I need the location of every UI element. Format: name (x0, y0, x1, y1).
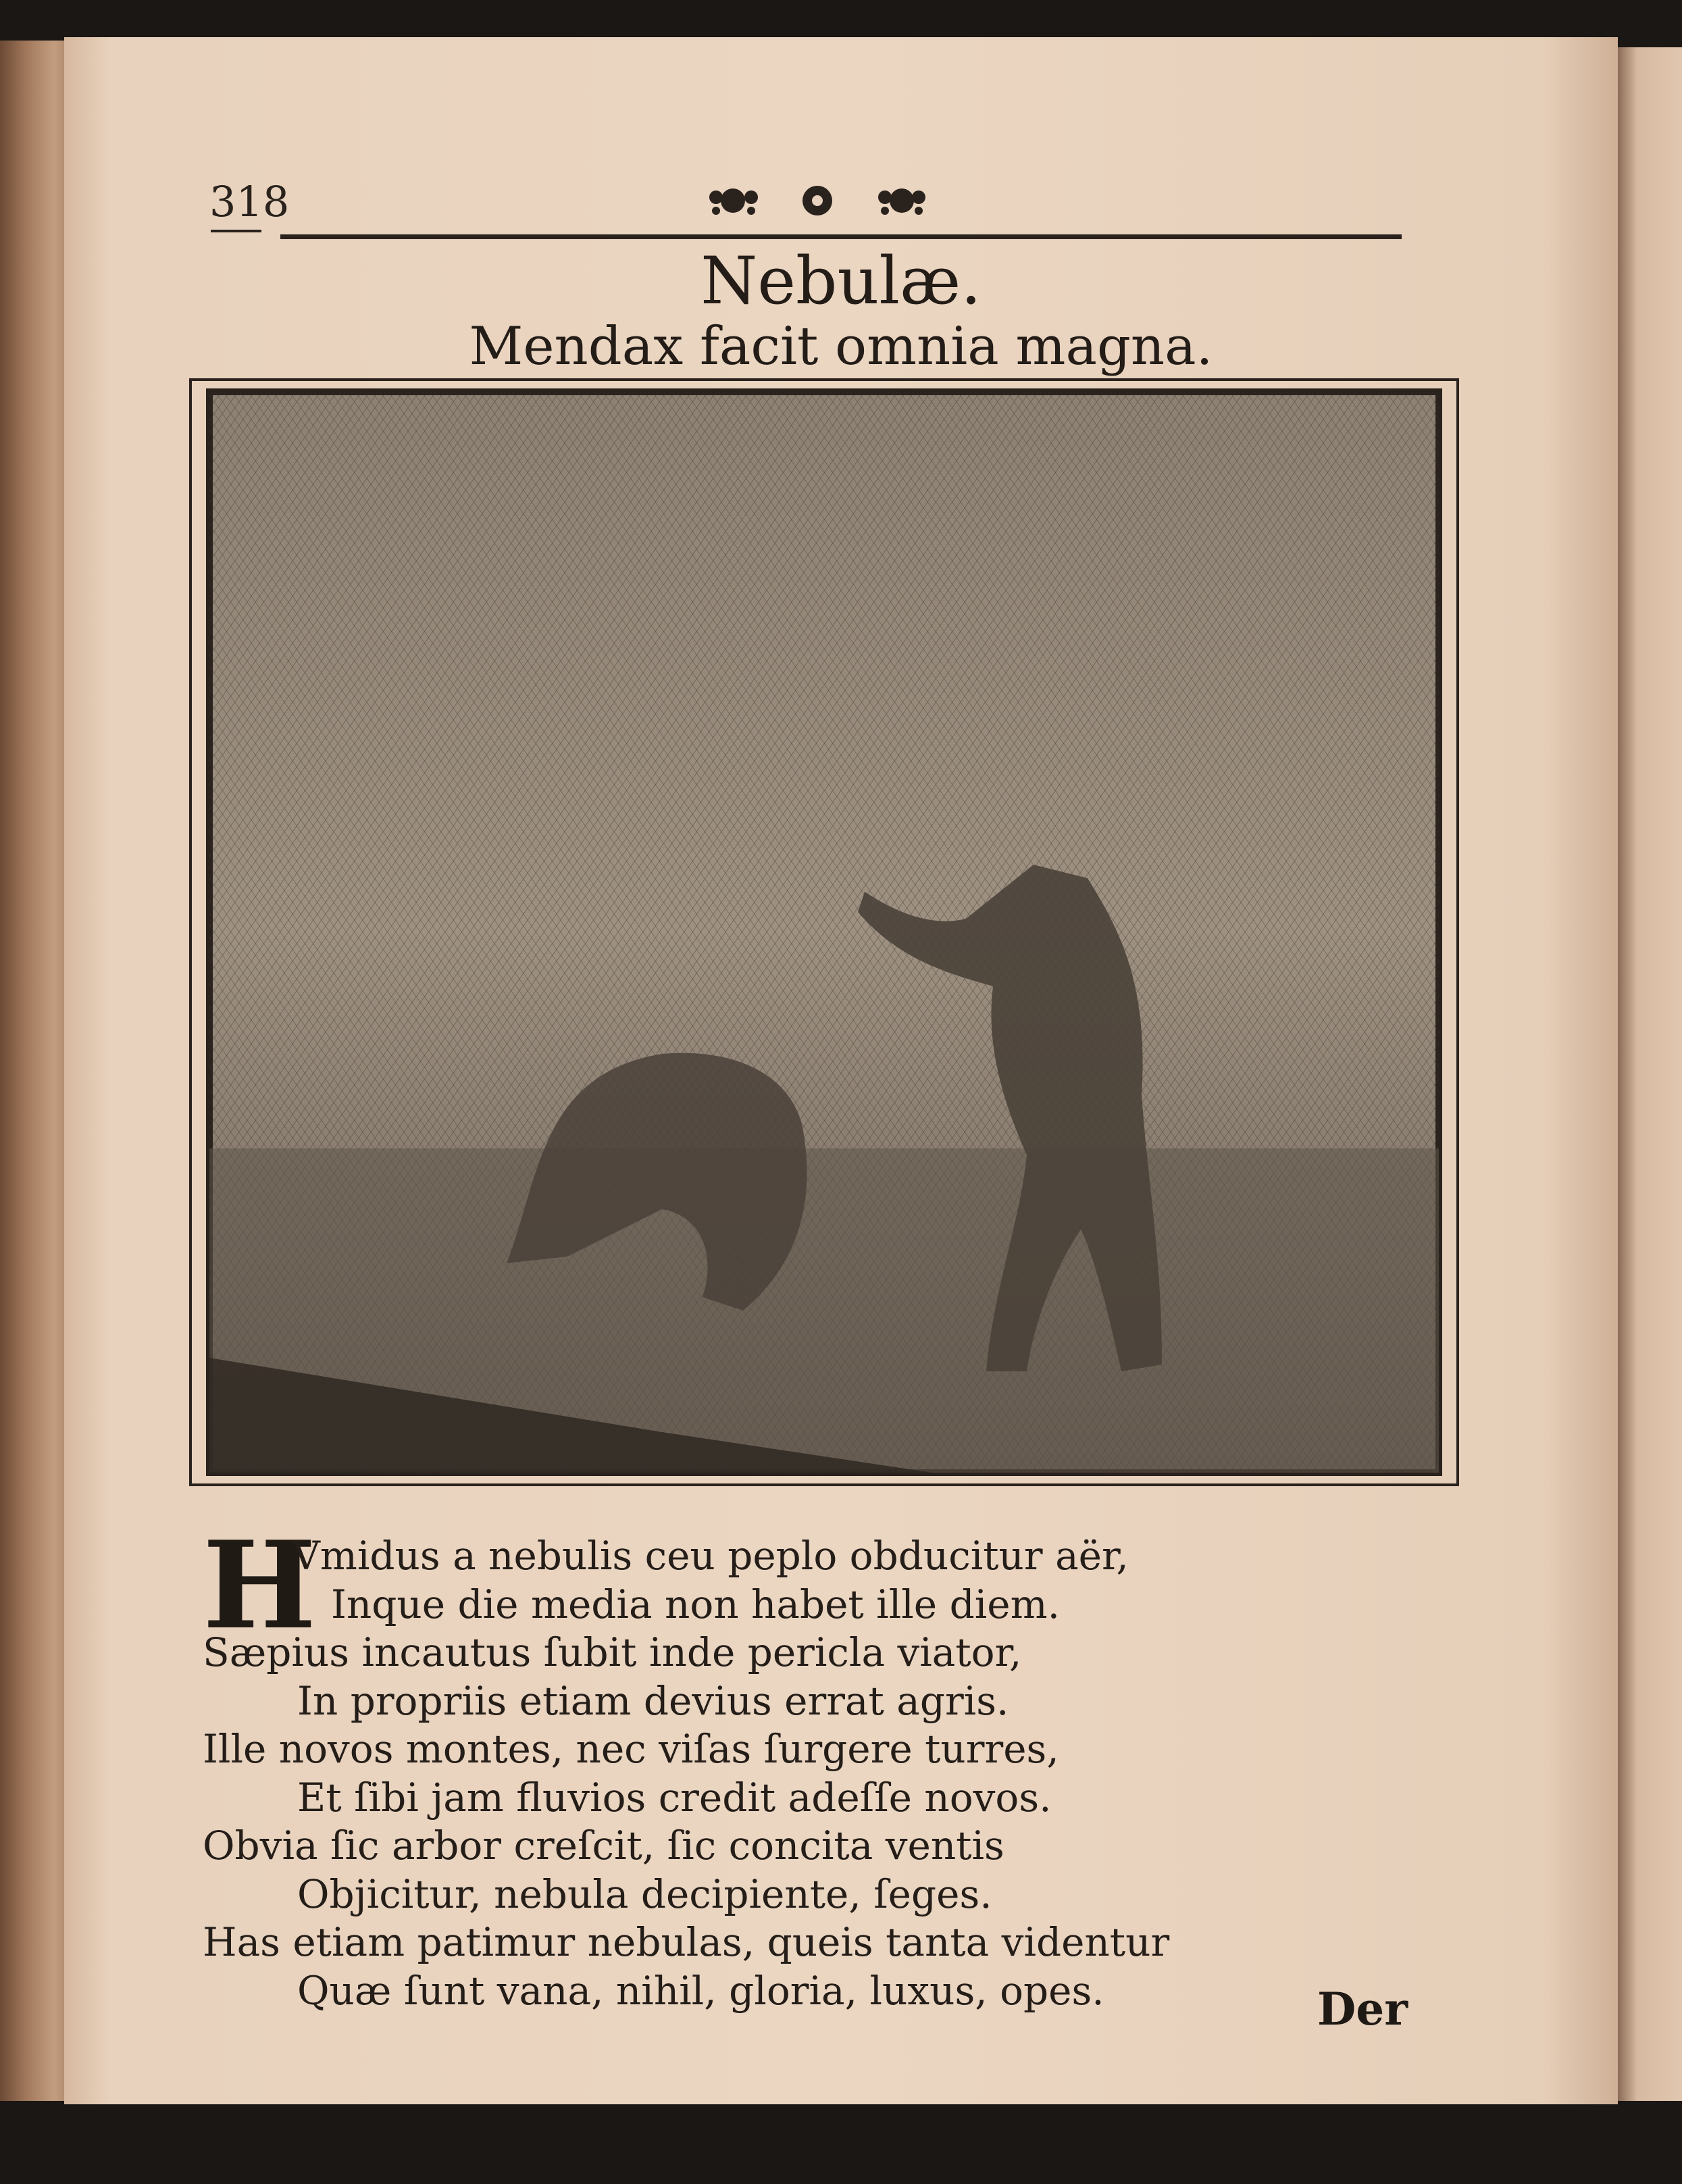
emblem-motto: Mendax facit omnia magna. (469, 316, 1213, 377)
poem-line: In propriis etiam devius errat agris. (297, 1677, 1009, 1724)
poem-line: Ille novos montes, nec viſas ſurgere turres, (203, 1726, 1059, 1772)
page-number-underline (211, 230, 261, 232)
poem-line: Sæpius incautus ſubit inde pericla viator, (203, 1629, 1022, 1675)
poem-line: Et ſibi jam fluvios credit adeſſe novos. (297, 1774, 1052, 1821)
poem-line: Objicitur, nebula decipiente, ſeges. (297, 1871, 992, 1917)
header-ornament-icon (703, 177, 932, 224)
catchword: Der (1317, 1983, 1408, 2035)
emblem-title: Nebulæ. (700, 243, 982, 319)
poem-line: Inque die media non habet ille diem. (331, 1581, 1061, 1627)
poem-line: Quæ ſunt vana, nihil, gloria, luxus, opes. (297, 1967, 1104, 2014)
poem-line: Vmidus a nebulis ceu peplo obducitur aër, (292, 1533, 1129, 1579)
page-number: 318 (209, 177, 290, 226)
header-rule (280, 234, 1402, 239)
engraving-illustration (189, 378, 1459, 1486)
poem-line: Obvia ſic arbor creſcit, ſic concita ventis (203, 1823, 1004, 1869)
poem-text (203, 1532, 1169, 2015)
poem-line: Has etiam patimur nebulas, queis tanta videntur (203, 1919, 1170, 1965)
drop-cap: H (203, 1515, 317, 1656)
